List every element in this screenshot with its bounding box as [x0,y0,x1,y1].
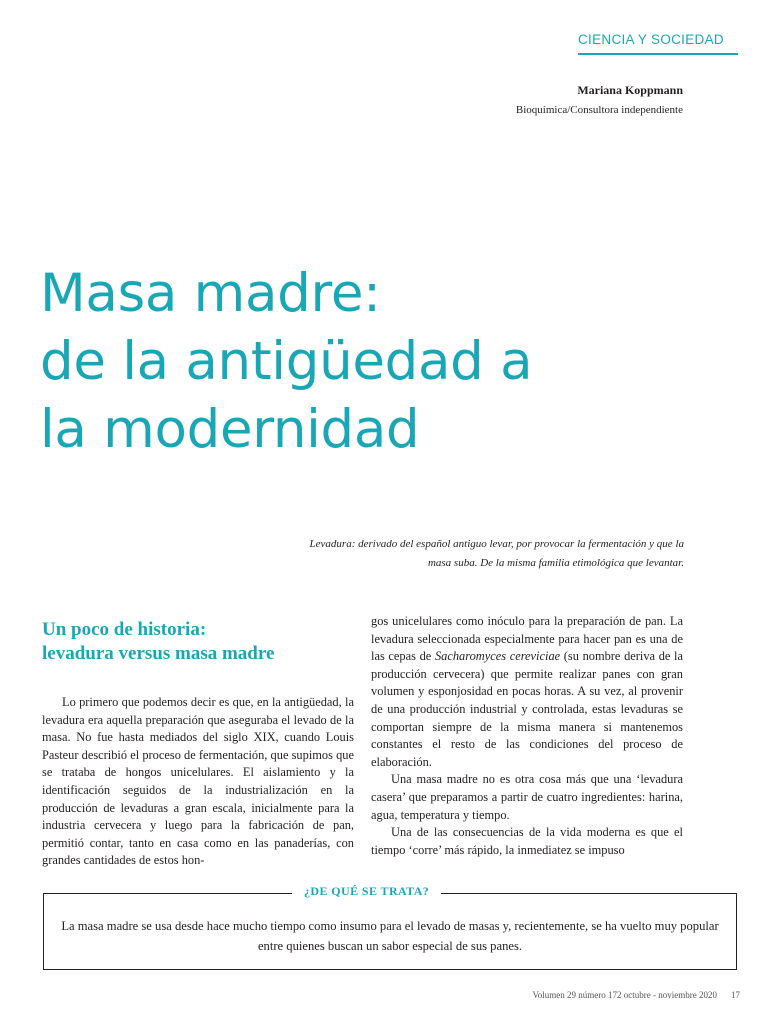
page-footer [520,990,740,1000]
author-block [516,83,683,116]
issue-info: Volumen 29 número 172 octubre - noviembre 2020 [532,990,717,1000]
summary-box-text: La masa madre se usa desde hace mucho tiempo como insumo para el levado de masas y, recientemente, se ha vuelto muy popular entre quienes buscan un sabor especial de sus panes. [61,919,719,953]
section-heading-line1: Un poco de historia: [42,619,207,640]
epigraph-line1: derivado del español antiguo levar, por provocar la fermentación y que la [355,538,684,550]
article-title [40,260,730,464]
paragraph: Una de las consecuencias de la vida moderna es que el tiempo ‘corre’ más rápido, la inmediatez se impuso [371,825,683,857]
section-heading-line2: levadura versus masa madre [42,643,275,664]
right-column [371,613,683,859]
title-line: de la antigüedad a [40,331,533,392]
paragraph: Una masa madre no es otra cosa más que una ‘levadura casera’ que preparamos a partir de cuatro ingredientes: harina, agua, temperatura y tiempo. [371,772,683,822]
summary-box [43,884,737,970]
paragraph-text: (su nombre deriva de la producción cervecera) que permite realizar panes con gran volumen y esponjosidad en pocas horas. A su vez, al provenir de una producción industrial y controlada, estas levaduras se comportan siempre de la misma manera si mantenemos constantes el resto de las condiciones del proceso de elaboración. [371,649,683,769]
paragraph [371,613,683,771]
species-name: Sacharomyces cereviciae [434,649,561,664]
author-role: Bioquímica/Consultora independiente [515,104,683,116]
title-line: la modernidad [40,399,420,460]
page-number: 17 [731,990,740,1000]
section-heading [42,618,354,666]
title-line: Masa madre: [40,263,381,324]
paragraph: Lo primero que podemos decir es que, en la antigüedad, la levadura era aquella preparación que aseguraba el levado de la masa. No fue hasta mediados del siglo XIX, cuando Louis Pasteur describió el proceso de fermentación, que supimos que se trataba de hongos unicelulares. El aislamiento y la identificación seguidos de la industrialización en la producción de levaduras a gran escala, inicialmente para la industria cervecera y luego para la fabricación de pan, permitió contar, tanto en casa como en las panaderías, con grandes cantidades de estos hon- [42,695,354,868]
author-name: Mariana Koppmann [577,83,683,97]
epigraph-line2: masa suba. De la misma familia etimológica que levantar. [427,557,684,569]
summary-box-label: ¿DE QUÉ SE TRATA? [292,884,441,899]
epigraph [284,535,684,573]
paragraph-text: gos unicelulares como inóculo para la preparación de pan. La levadura seleccionada especialmente para hacer pan es una de las cepas de [371,614,683,664]
section-label: CIENCIA Y SOCIEDAD [578,32,724,47]
left-column [42,618,354,870]
epigraph-term: Levadura: [309,538,356,550]
section-divider [578,53,738,55]
